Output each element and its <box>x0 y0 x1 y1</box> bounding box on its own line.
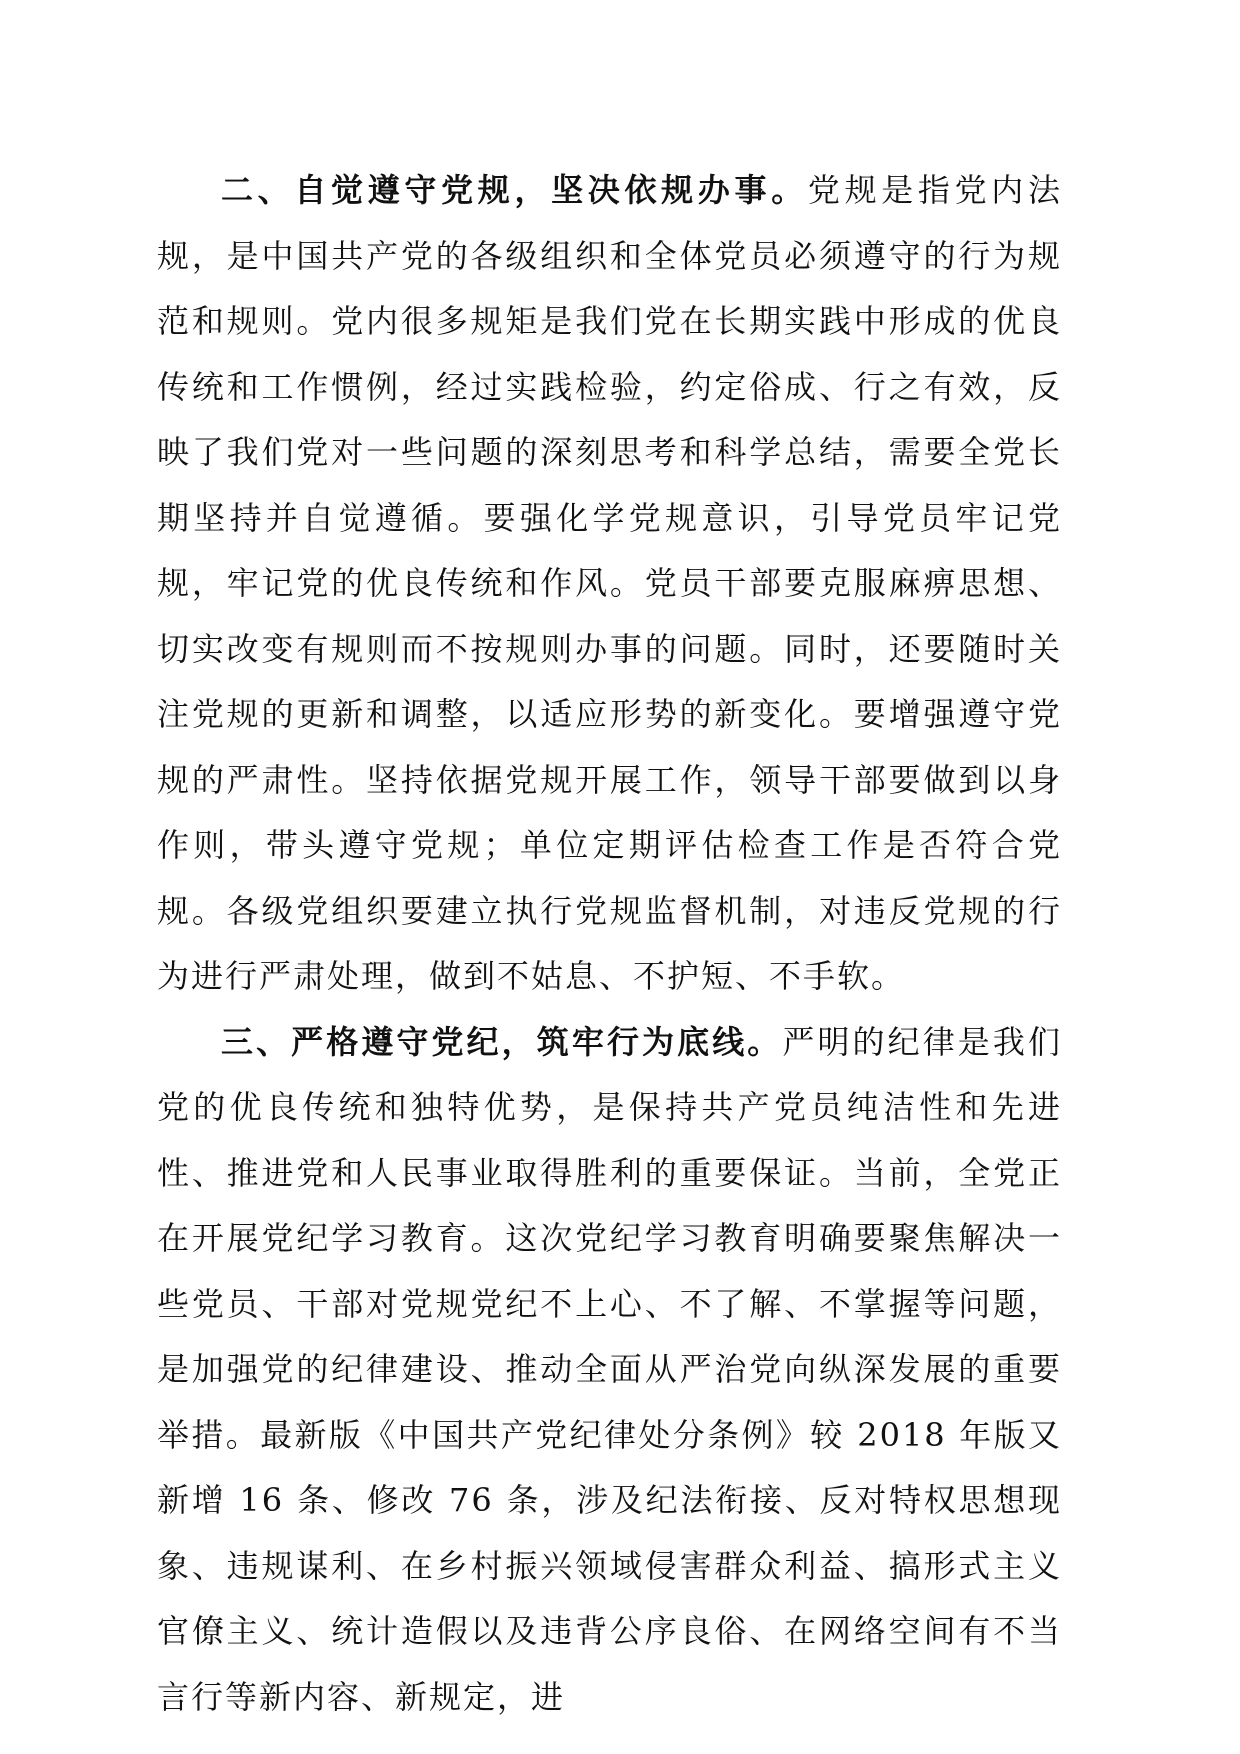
section-two-text: 党规是指党内法规，是中国共产党的各级组织和全体党员必须遵守的行为规范和规则。党内很多规矩是我们党在长期实践中形成的优良传统和工作惯例，经过实践检验，约定俗成、行之有效，反映了我们党对一些问题的深刻思考和科学总结，需要全党长期坚持并自觉遵循。要强化学党规意识，引导党员牢记党规，牢记党的优良传统和作风。党员干部要克服麻痹思想、切实改变有规则而不按规则办事的问题。同时，还要随时关注党规的更新和调整，以适应形势的新变化。要增强遵守党规的严肃性。坚持依据党规开展工作，领导干部要做到以身作则，带头遵守党规；单位定期评估检查工作是否符合党规。各级党组织要建立执行党规监督机制，对违反党规的行为进行严肃处理，做到不姑息、不护短、不手软。 <box>157 171 1062 995</box>
section-two-paragraph <box>157 158 1062 1010</box>
section-two-heading: 二、自觉遵守党规，坚决依规办事。 <box>221 171 808 209</box>
section-three-heading: 三、严格遵守党纪，筑牢行为底线。 <box>221 1022 783 1061</box>
document-body <box>157 158 1062 1730</box>
section-three-paragraph <box>157 1010 1062 1731</box>
section-three-text: 严明的纪律是我们党的优良传统和独特优势，是保持共产党员纯洁性和先进性、推进党和人民事业取得胜利的重要保证。当前，全党正在开展党纪学习教育。这次党纪学习教育明确要聚焦解决一些党员、干部对党规党纪不上心、不了解、不掌握等问题，是加强党的纪律建设、推动全面从严治党向纵深发展的重要举措。最新版《中国共产党纪律处分条例》较 2018 年版又新增 16 条、修改 76 条，涉及纪法衔接、反对特权思想现象、违规谋利、在乡村振兴领域侵害群众利益、搞形式主义官僚主义、统计造假以及违背公序良俗、在网络空间有不当言行等新内容、新规定，进 <box>157 1022 1062 1716</box>
